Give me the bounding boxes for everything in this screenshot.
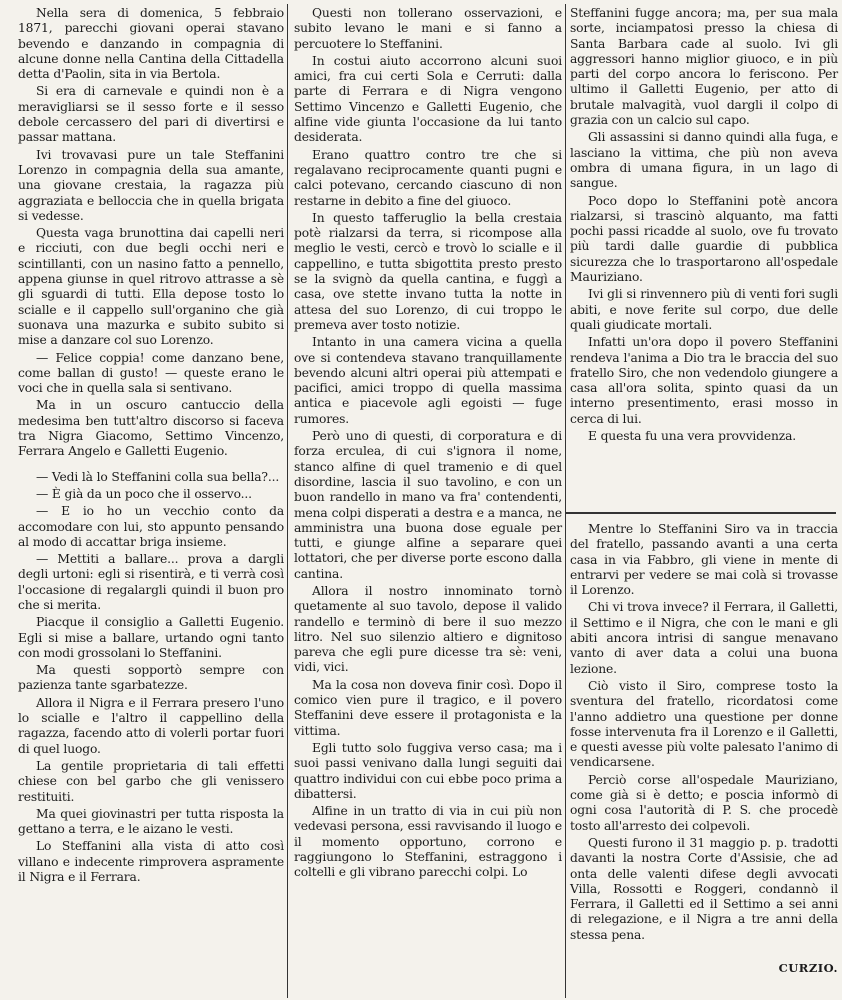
column-rule-right — [565, 4, 566, 998]
paragraph: Ma questi sopportò sempre con pazienza tante sgarbatezze. — [18, 663, 284, 693]
paragraph: Intanto in una camera vicina a quella ove si contendeva stavano tranquillamente bevendo alcuni altri operai più attempati e pacifici, amici troppo di quella massima antica e piacevole agli egoisti — fuge rumores. — [294, 335, 562, 426]
paragraph: In questo tafferuglio la bella crestaia potè rialzarsi da terra, si ricompose alla meglio le vesti, cercò e trovò lo scialle e il cappellino, e tutta sbigottita presto presto se la svignò da quella cantina, e fuggì a casa, ove stette invano tutta la notte in attesa del suo Lorenzo, di cui troppo le premeva aver tosto notizie. — [294, 210, 562, 332]
paragraph: Infatti un'ora dopo il povero Steffanini rendeva l'anima a Dio tra le braccia del suo fratello Siro, che non vedendolo giungere a casa all'ora solita, spinto quasi da un interno presentimento, erasi mosso in cerca di lui. — [570, 335, 838, 426]
paragraph: Poco dopo lo Steffanini potè ancora rialzarsi, si trascinò alquanto, ma fatti pochi passi ricadde al suolo, ove fu trovato più tardi dalle guardie di pubblica sicurezza che lo trasportarono all'ospedale Mauriziano. — [570, 193, 838, 285]
paragraph: Ma in un oscuro cantuccio della medesima ben tutt'altro discorso si faceva tra Nigra Giacomo, Settimo Vincenzo, Ferrara Angelo e Galletti Eugenio. — [18, 398, 284, 459]
paragraph: Mentre lo Steffanini Siro va in traccia del fratello, passando avanti a una certa casa in via Fabbro, gli viene in mente di entrarvi per vedere se mai colà si trovasse il Lorenzo. — [570, 522, 838, 598]
paragraph: Perciò corse all'ospedale Mauriziano, come già si è detto; e poscia informò di ogni cosa l'autorità di P. S. che procedè tosto all'arresto dei colpevoli. — [570, 772, 838, 833]
dialogue-line: — E io ho un vecchio conto da accomodare con lui, sto appunto pensando al modo di accattar briga insieme. — [18, 504, 284, 549]
paragraph: Questi furono il 31 maggio p. p. tradotti davanti la nostra Corte d'Assisie, che ad onta delle valenti difese degli avvocati Villa, Rossotti e Roggeri, condannò il Ferrara, il Galletti ed il Settimo a sei anni di relegazione, e il Nigra a tre anni della stessa pena. — [570, 835, 838, 942]
paragraph: Ciò visto il Siro, comprese tosto la sventura del fratello, ricordatosi come l'anno addietro una questione per donne fosse intervenuta fra il Lorenzo e il Galletti, e questi avesse più volte palesato l'animo di vendicarsene. — [570, 678, 838, 770]
column-3-bottom — [570, 522, 838, 976]
author-signature: CURZIO. — [778, 961, 838, 976]
paragraph: Erano quattro contro tre che si regalavano reciprocamente quanti pugni e calci potevano, cercando ciascuno di non restarne in debito a fine del giuoco. — [294, 147, 562, 208]
dialogue-line: — Mettiti a ballare... prova a dargli degli urtoni: egli si risentirà, e ti verrà così l'occasione di regalargli quindi il buon pro che si merita. — [18, 552, 284, 612]
paragraph: Steffanini fugge ancora; ma, per sua mala sorte, inciampatosi presso la chiesa di Santa Barbara cade al suolo. Ivi gli aggressori hanno miglior giuoco, e in più parti del corpo ancora lo feriscono. Per ultimo il Galletti Eugenio, per atto di brutale malvagità, vuol dargli il colpo di grazia con un calcio sul capo. — [570, 6, 838, 128]
paragraph: Allora il Nigra e il Ferrara presero l'uno lo scialle e l'altro il cappellino della ragazza, facendo atto di volerli portar fuori di quel luogo. — [18, 695, 284, 756]
paragraph: E questa fu una vera provvidenza. — [588, 429, 797, 444]
paragraph: Egli tutto solo fuggiva verso casa; ma i suoi passi venivano dalla lungi seguiti dai quattro individui con cui ebbe poco prima a dibattersi. — [294, 740, 562, 801]
column-3-top — [570, 6, 838, 512]
section-rule — [566, 512, 836, 514]
paragraph: In costui aiuto accorrono alcuni suoi amici, fra cui certi Sola e Cerruti: dalla parte di Ferrara e di Nigra vengono Settimo Vincenzo e Galletti Eugenio, che alfine vide giunta l'occasione da lui tanto desiderata. — [294, 53, 562, 145]
paragraph: Ivi gli si rinvennero più di venti fori sugli abiti, e nove ferite sul corpo, due delle quali giudicate mortali. — [570, 287, 838, 332]
paragraph: Ma quei giovinastri per tutta risposta la gettano a terra, e le aizano le vesti. — [18, 806, 284, 837]
paragraph: — Felice coppia! come danzano bene, come ballan di gusto! — queste erano le voci che in quella sala si sentivano. — [18, 350, 284, 396]
paragraph: Piacque il consiglio a Galletti Eugenio. Egli si mise a ballare, urtando ogni tanto con modi grossolani lo Steffanini. — [18, 615, 284, 660]
paragraph: Si era di carnevale e quindi non è a meravigliarsi se il sesso forte e il sesso debole cercassero del pari di divertirsi e passar mattana. — [18, 84, 284, 145]
column-1 — [18, 6, 284, 885]
paragraph: Ivi trovavasi pure un tale Steffanini Lorenzo in compagnia della sua amante, una giovane crestaia, la ragazza più aggraziata e belloccia che in quella brigata si vedesse. — [18, 147, 284, 223]
paragraph: Alfine in un tratto di via in cui più non vedevasi persona, essi ravvisando il luogo e il momento opportuno, corrono e raggiungono lo Steffanini, estraggono i coltelli e gli vibrano parecchi colpi. Lo — [294, 804, 562, 880]
paragraph: Ma la cosa non doveva finir così. Dopo il comico vien pure il tragico, e il povero Steffanini deve essere il protagonista e la vittima. — [294, 677, 562, 738]
paragraph: Lo Steffanini alla vista di atto così villano e indecente rimprovera aspramente il Nigra e il Ferrara. — [18, 839, 284, 885]
paragraph: La gentile proprietaria di tali effetti chiese con bel garbo che gli venissero restituiti. — [18, 758, 284, 804]
dialogue-line: — Vedi là lo Steffanini colla sua bella?... — [36, 469, 280, 484]
dialogue-line: — È già da un poco che il osservo... — [36, 486, 252, 501]
paragraph: Allora il nostro innominato tornò quetamente al suo tavolo, depose il valido randello e terminò di bere il suo mezzo litro. Nel suo silenzio altiero e dignitoso pareva che egli pure dicesse tra sè: veni, vidi, vici. — [294, 583, 562, 675]
column-rule-left — [287, 4, 288, 998]
paragraph: Nella sera di domenica, 5 febbraio 1871, parecchi giovani operai stavano bevendo e danzando in compagnia di alcune donne nella Cantina della Cittadella detta d'Paolin, sita in via Bertola. — [18, 6, 284, 82]
paragraph: Questa vaga brunottina dai capelli neri e ricciuti, con due begli occhi neri e scintillanti, con un nasino fatto a pennello, appena giunse in quel ritrovo attrasse a sè gli sguardi di tutti. Ella depose tosto lo scialle e il cappello sull'organino che già suonava una mazurka e subito subito si mise a danzare col suo Lorenzo. — [18, 226, 284, 348]
paragraph: Chi vi trova invece? il Ferrara, il Galletti, il Settimo e il Nigra, che con le mani e gli abiti ancora intrisi di sangue menavano vanto di aver data a colui una buona lezione. — [570, 600, 838, 676]
column-2 — [294, 6, 562, 881]
paragraph: Gli assassini si danno quindi alla fuga, e lasciano la vittima, che più non aveva ombra di umana figura, in un lago di sangue. — [570, 130, 838, 191]
paragraph: Però uno di questi, di corporatura e di forza erculea, di cui s'ignora il nome, stanco alfine di quel tramenio e di quel disordine, lascia il suo tavolino, e con un buon randello in mano va fra' contendenti, mena colpi disperati a destra e a manca, ne amministra una buona dose eguale per tutti, e giunge alfine a separare quei lottatori, che per diverse porte escono dalla cantina. — [294, 429, 562, 581]
paragraph: Questi non tollerano osservazioni, e subito levano le mani e si fanno a percuotere lo Steffanini. — [294, 6, 562, 51]
